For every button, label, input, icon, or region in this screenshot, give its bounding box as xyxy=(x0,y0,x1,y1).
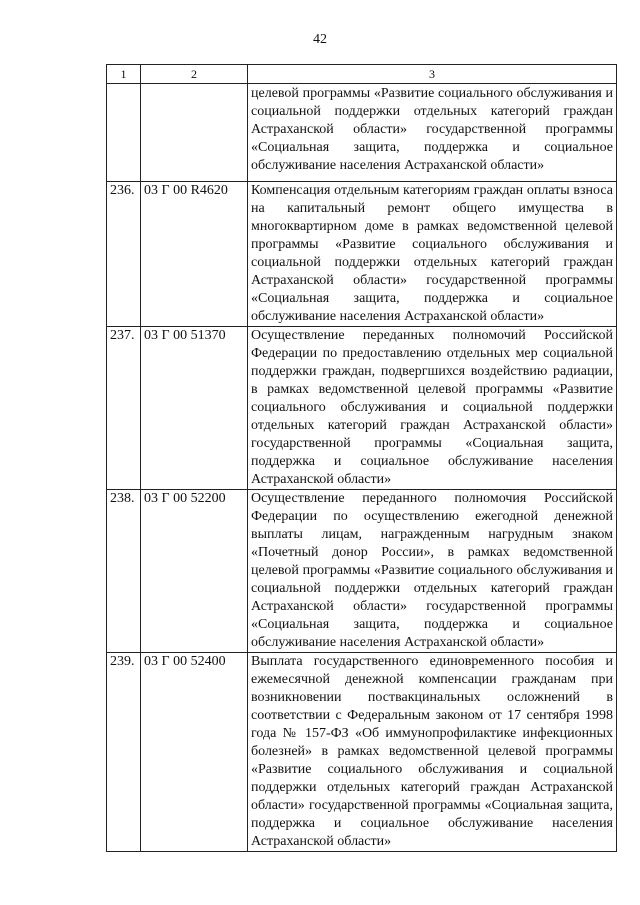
row-code: 03 Г 00 52200 xyxy=(141,490,248,653)
row-code: 03 Г 00 52400 xyxy=(141,653,248,852)
row-number: 236. xyxy=(107,182,141,327)
column-header-1: 1 xyxy=(107,65,141,84)
row-description: Осуществление переданного полномочия Российской Федерации по осуществлению ежегодной денежной выплаты лицам, награжденным нагрудным знаком «Почетный донор России», в рамках ведомственной целевой программы «Развитие социального обслуживания и социальной поддержки отдельных категорий граждан Астраханской области» государственной программы «Социальная защита, поддержка и социальное обслуживание населения Астраханской области» xyxy=(248,490,617,653)
column-header-3: 3 xyxy=(248,65,617,84)
row-number: 238. xyxy=(107,490,141,653)
row-code xyxy=(141,84,248,182)
row-code: 03 Г 00 R4620 xyxy=(141,182,248,327)
row-description: Выплата государственного единовременного пособия и ежемесячной денежной компенсации гражданам при возникновении поствакцинальных осложнений в соответствии с Федеральным законом от 17 сентября 1998 года № 157-ФЗ «Об иммунопрофилактике инфекционных болезней» в рамках ведомственной целевой программы «Развитие социального обслуживания и социальной поддержки отдельных категорий граждан Астраханской области» государственной программы «Социальная защита, поддержка и социальное обслуживание населения Астраханской области» xyxy=(248,653,617,852)
page-number: 42 xyxy=(313,32,327,47)
row-code: 03 Г 00 51370 xyxy=(141,327,248,490)
row-description: целевой программы «Развитие социального обслуживания и социальной поддержки отдельных категорий граждан Астраханской области» государственной программы «Социальная защита, поддержка и социальное обслуживание населения Астраханской области» xyxy=(248,84,617,182)
table-row xyxy=(107,490,617,653)
row-number xyxy=(107,84,141,182)
budget-classification-table xyxy=(106,64,617,852)
column-header-2: 2 xyxy=(141,65,248,84)
row-number: 239. xyxy=(107,653,141,852)
table-header-row xyxy=(107,65,617,84)
row-description: Компенсация отдельным категориям граждан оплаты взноса на капитальный ремонт общего имущества в многоквартирном доме в рамках ведомственной целевой программы «Развитие социального обслуживания и социальной поддержки отдельных категорий граждан Астраханской области» государственной программы «Социальная защита, поддержка и социальное обслуживание населения Астраханской области» xyxy=(248,182,617,327)
table-row xyxy=(107,653,617,852)
row-description: Осуществление переданных полномочий Российской Федерации по предоставлению отдельных мер социальной поддержки граждан, подвергшихся воздействию радиации, в рамках ведомственной целевой программы «Развитие социального обслуживания и социальной поддержки отдельных категорий граждан Астраханской области» государственной программы «Социальная защита, поддержка и социальное обслуживание населения Астраханской области» xyxy=(248,327,617,490)
table-row xyxy=(107,182,617,327)
table-row xyxy=(107,84,617,182)
row-number: 237. xyxy=(107,327,141,490)
table-row xyxy=(107,327,617,490)
